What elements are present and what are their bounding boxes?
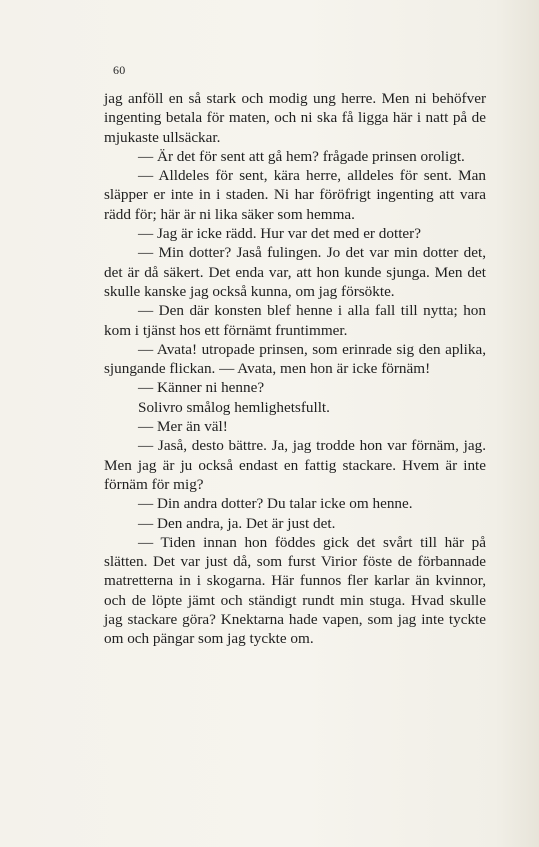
paragraph: — Alldeles för sent, kära herre, alldeles för sent. Man släpper er inte in i staden. Ni har föröfrigt ingenting att vara rädd för; här är ni lika säker som hemma. (104, 167, 486, 223)
paragraph: — Min dotter? Jaså fulingen. Jo det var min dotter det, det är då säkert. Det enda var, att hon kunde sjunga. Men det skulle kanske jag också kunna, om jag försökte. (104, 244, 486, 300)
page-number: 60 (113, 63, 126, 77)
paragraph: — Mer än väl! (138, 418, 228, 436)
paragraph: — Den andra, ja. Det är just det. (138, 514, 336, 532)
body-text (104, 89, 486, 649)
paragraph: — Är det för sent att gå hem? frågade prinsen oroligt. (138, 147, 465, 165)
paragraph: — Avata! utropade prinsen, som erinrade sig den aplika, sjungande flickan. — Avata, men hon är icke förnäm! (104, 340, 486, 378)
paragraph: — Känner ni henne? (138, 379, 265, 397)
paragraph: — Jag är icke rädd. Hur var det med er dotter? (138, 225, 421, 243)
paragraph: jag anföll en så stark och modig ung herre. Men ni behöfver ingenting betala för maten, och ni ska få ligga här i natt på de mjukaste ullsäckar. (104, 90, 486, 146)
paragraph: — Jaså, desto bättre. Ja, jag trodde hon var förnäm, jag. Men jag är ju också endast en fattig stackare. Hvem är inte förnäm för mig? (104, 437, 486, 493)
paragraph: Solivro smålog hemlighetsfullt. (138, 398, 330, 416)
paragraph: — Tiden innan hon föddes gick det svårt till här på slätten. Det var just då, som furst Virior föste de förbannade matretterna in i skogarna. Här funnos fler karlar än kvinnor, och de löpte jämt och ständigt rundt min stuga. Hvad skulle jag stackare göra? Knektarna hade vapen, som jag inte tyckte om och pängar som jag tyckte om. (104, 533, 486, 648)
paragraph: — Din andra dotter? Du talar icke om henne. (138, 495, 413, 513)
paragraph: — Den där konsten blef henne i alla fall till nytta; hon kom i tjänst hos ett förnämt fruntimmer. (104, 302, 486, 339)
